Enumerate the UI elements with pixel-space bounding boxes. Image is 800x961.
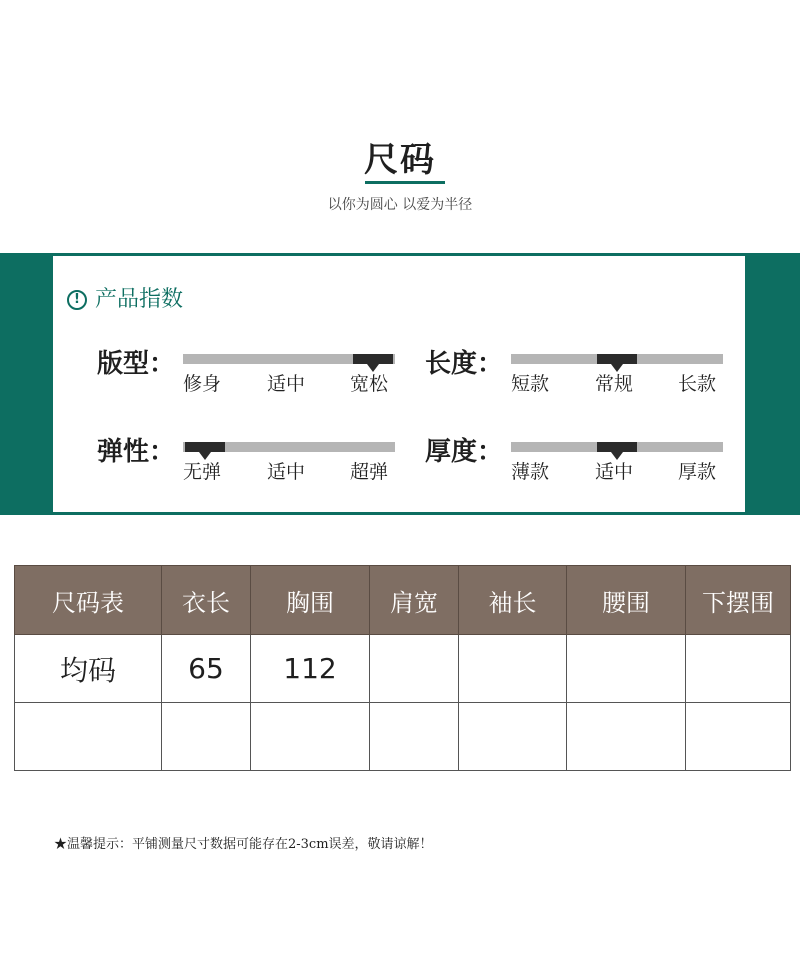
table-cell xyxy=(567,635,686,703)
scale-length xyxy=(425,344,765,404)
scale-option: 薄款 xyxy=(511,461,550,483)
table-cell: 65 xyxy=(162,635,251,703)
panel-heading xyxy=(67,286,183,314)
scale-option: 无弹 xyxy=(183,461,222,483)
scale-option: 超弹 xyxy=(350,461,389,483)
scale-label: 版型： xyxy=(97,349,176,379)
scale-marker xyxy=(185,442,225,452)
column-header: 腰围 xyxy=(567,566,686,635)
table-cell xyxy=(459,635,567,703)
scale-thickness xyxy=(425,432,765,492)
table-cell xyxy=(567,703,686,771)
scale-bar xyxy=(511,354,723,364)
scale-label: 弹性： xyxy=(97,437,176,467)
scale-label: 厚度： xyxy=(425,437,504,467)
column-header: 衣长 xyxy=(162,566,251,635)
scale-option: 厚款 xyxy=(678,461,717,483)
footnote: ★温馨提示：平铺测量尺寸数据可能存在2-3cm误差，敬请谅解！ xyxy=(54,837,433,852)
table-header-row xyxy=(15,566,791,635)
scale-bar xyxy=(183,442,395,452)
scale-marker xyxy=(597,442,637,452)
scale-option: 短款 xyxy=(511,373,550,395)
page-title: 尺码 xyxy=(364,140,436,180)
scale-marker xyxy=(353,354,393,364)
table-cell xyxy=(370,703,459,771)
exclamation-circle-icon: ! xyxy=(67,290,87,310)
table-cell xyxy=(370,635,459,703)
scale-fit xyxy=(97,344,437,404)
scale-option: 适中 xyxy=(595,461,634,483)
table-cell xyxy=(686,635,791,703)
scale-option: 常规 xyxy=(595,373,634,395)
column-header: 胸围 xyxy=(251,566,370,635)
panel-heading-label: 产品指数 xyxy=(95,287,184,312)
scale-bar xyxy=(511,442,723,452)
table-cell: 112 xyxy=(251,635,370,703)
table-cell: 均码 xyxy=(15,635,162,703)
table-cell xyxy=(251,703,370,771)
page-subtitle: 以你为圆心 以爱为半径 xyxy=(327,197,473,213)
scale-option: 适中 xyxy=(267,461,306,483)
column-header: 肩宽 xyxy=(370,566,459,635)
table-cell xyxy=(686,703,791,771)
column-header: 袖长 xyxy=(459,566,567,635)
table-cell xyxy=(15,703,162,771)
scale-option: 宽松 xyxy=(350,373,389,395)
scale-label: 长度： xyxy=(425,349,504,379)
scale-option: 适中 xyxy=(267,373,306,395)
table-cell xyxy=(459,703,567,771)
table-row xyxy=(15,703,791,771)
column-header: 尺码表 xyxy=(15,566,162,635)
scale-elasticity xyxy=(97,432,437,492)
table-cell xyxy=(162,703,251,771)
scale-option: 修身 xyxy=(183,373,222,395)
product-index-panel xyxy=(53,256,745,512)
table-row xyxy=(15,635,791,703)
scale-bar xyxy=(183,354,395,364)
size-table xyxy=(14,565,791,771)
title-underline xyxy=(365,181,445,184)
column-header: 下摆围 xyxy=(686,566,791,635)
scale-marker xyxy=(597,354,637,364)
scale-option: 长款 xyxy=(678,373,717,395)
